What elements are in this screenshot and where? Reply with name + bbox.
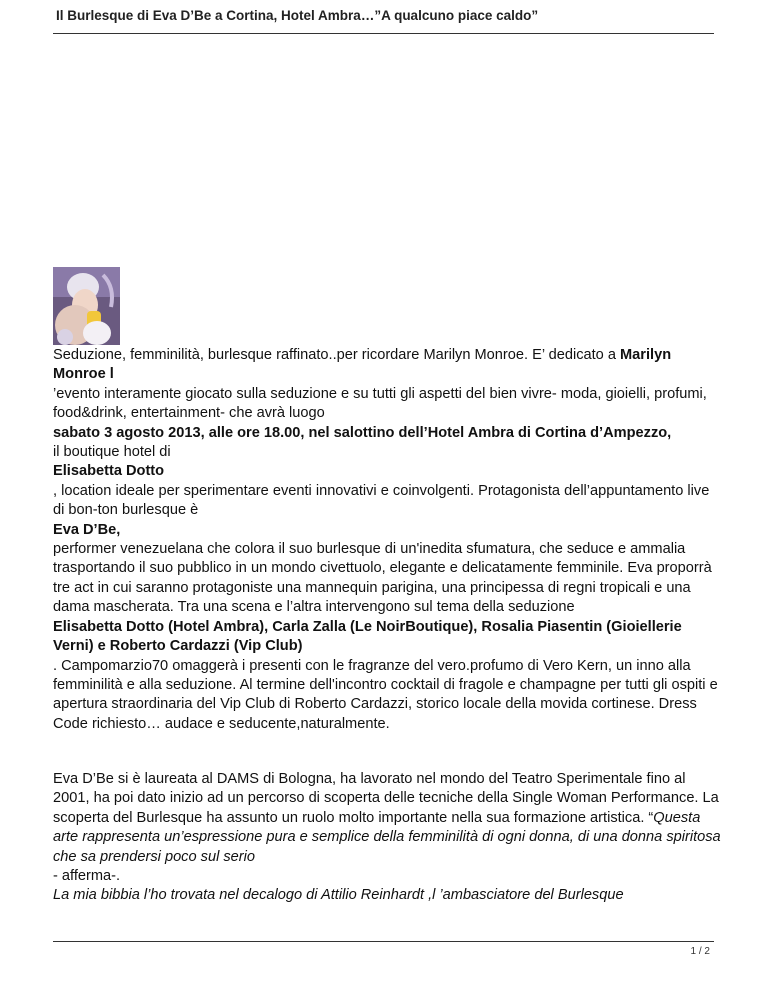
italic-text: Reinhardt ,l ’ambasciatore del bbox=[356, 887, 554, 904]
page-number: 1 / 2 bbox=[690, 946, 710, 957]
performer-photo-graphic bbox=[53, 267, 120, 345]
article-body bbox=[53, 346, 723, 734]
marilyn-monroe-bold: Marilyn Monroe bbox=[53, 347, 672, 383]
italic-text: Burlesque bbox=[553, 887, 624, 904]
footer-rule bbox=[53, 941, 714, 942]
italic-text: Questa arte rappresenta bbox=[53, 809, 701, 846]
italic-text: un’espressione pura e semplice della femminilità di ogni donna, di una donna bbox=[160, 829, 663, 846]
text: Elisabetta Dotto (Hotel Ambra), Carla Zalla (Le Noir bbox=[53, 618, 406, 635]
paragraph: ’evento interamente giocato sulla seduzione e su tutti gli aspetti del bien vivre- moda, gioielli, profumi, food&drink, entertainment- che avrà luogo bbox=[53, 385, 707, 422]
paragraph bbox=[53, 346, 723, 385]
text: Seduzione, femminilità, burlesque raffinato..per ricordare Marilyn Monroe. E’ dedicato a bbox=[53, 347, 621, 363]
paragraph: . Campomarzio70 omaggerà i presenti con le fragranze del vero.profumo di Vero Kern, un inno alla femminilità e alla seduzione. Al termine dell'incontro cocktail di fragole e champagne per tutti gli ospiti e apertura straordinaria del Vip Club di Roberto Cardazzi, storico locale della movida cortinese. Dress Code richiesto… audace e seducente,naturalmente. bbox=[53, 657, 718, 732]
paragraph: il boutique hotel di bbox=[53, 444, 171, 461]
paragraph bbox=[53, 770, 723, 867]
paragraph: - afferma-. bbox=[53, 868, 121, 885]
bold-text: l bbox=[105, 366, 114, 383]
article-body-continued bbox=[53, 770, 723, 906]
performer-photo bbox=[53, 267, 120, 345]
italic-text: spiritosa che sa bbox=[53, 829, 721, 865]
host-name-bold: Elisabetta Dotto bbox=[53, 463, 165, 480]
guests-bold bbox=[53, 619, 682, 654]
italic-text: La mia bibbia l’ho trovata nel decalogo di bbox=[53, 887, 318, 904]
paragraph bbox=[53, 886, 723, 905]
header-rule bbox=[53, 33, 714, 34]
event-date-bold: sabato 3 agosto 2013, alle ore 18.00, nel salottino dell’Hotel Ambra di Cortina d’Ampezzo, bbox=[53, 424, 672, 441]
italic-text: prendersi poco sul serio bbox=[96, 848, 255, 865]
paragraph: performer venezuelana che colora il suo burlesque di un'inedita sfumatura, che seduce e ammalia trasportando il suo pubblico in un mondo civettuolo, elegante e delicatamente femminile. Eva proporrà tre act in cui saranno protagoniste una mannequin parigina, una principessa di regni tropicali e una dama mascherata. Tra una scena e l’altra intervengono sul tema della seduzione bbox=[53, 541, 712, 616]
text: Boutique), Rosalia Piasentin (Gioiellerie Verni) e Roberto Cardazzi (Vip Club) bbox=[53, 618, 682, 655]
performer-name-bold: Eva D’Be, bbox=[53, 521, 121, 538]
paragraph: , location ideale per sperimentare eventi innovativi e coinvolgenti. Protagonista dell’appuntamento live di bon-ton burlesque è bbox=[53, 482, 710, 519]
italic-text: Attilio bbox=[317, 887, 357, 904]
text: Eva D’Be si è laureata al DAMS di Bologna, ha lavorato nel mondo del Teatro Sperimentale fino al 2001, ha poi dato inizio ad un percorso di scoperta delle tecniche della Single Woman Performance. La scoperta del Burlesque ha assunto un ruolo molto importante nella sua formazione artistica. “ bbox=[53, 771, 719, 826]
document-title: Il Burlesque di Eva D’Be a Cortina, Hotel Ambra…”A qualcuno piace caldo” bbox=[56, 8, 539, 23]
